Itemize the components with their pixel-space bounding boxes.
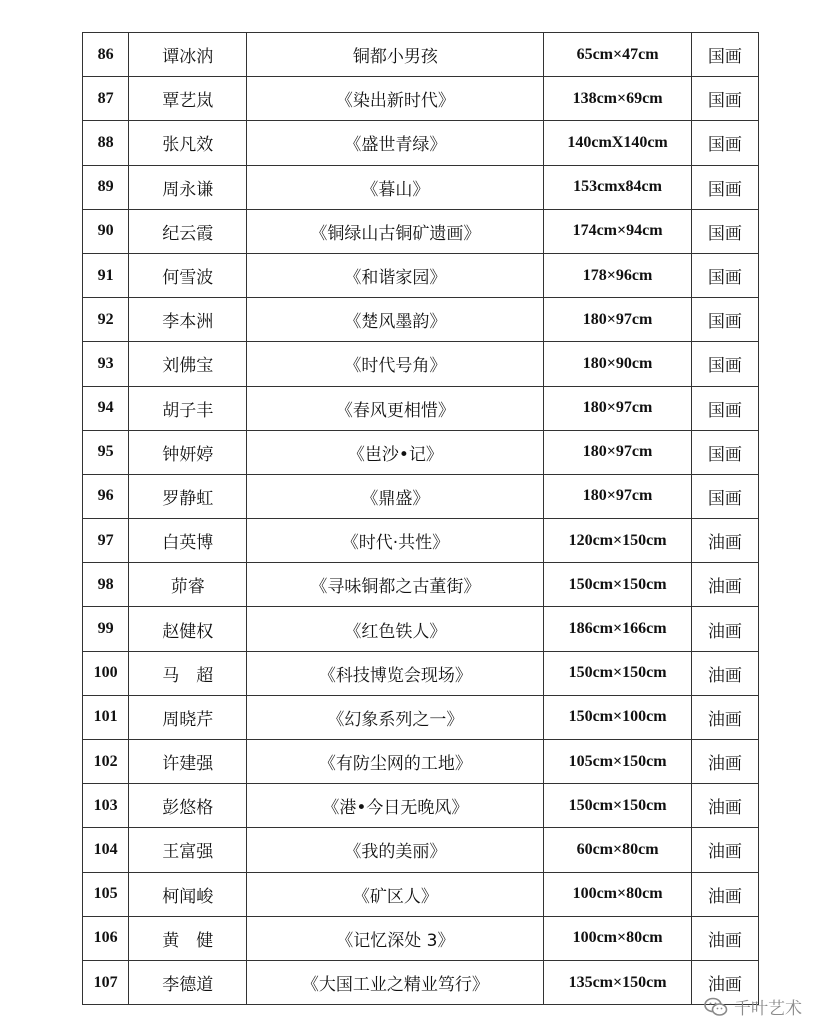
cell-category: 油画 [691, 784, 758, 828]
cell-dimensions: 150cm×150cm [544, 651, 691, 695]
cell-dimensions: 140cmX140cm [544, 121, 691, 165]
cell-artist-name: 张凡效 [129, 121, 247, 165]
cell-artwork-title: 《春风更相惜》 [247, 386, 544, 430]
artwork-list-table [82, 32, 759, 1005]
cell-number: 92 [83, 298, 129, 342]
cell-category: 油画 [691, 740, 758, 784]
cell-artist-name: 李本洲 [129, 298, 247, 342]
cell-artist-name: 许建强 [129, 740, 247, 784]
cell-category: 国画 [691, 342, 758, 386]
table-row [83, 298, 759, 342]
cell-category: 国画 [691, 253, 758, 297]
cell-category: 油画 [691, 695, 758, 739]
cell-dimensions: 180×90cm [544, 342, 691, 386]
table-row [83, 342, 759, 386]
cell-artwork-title: 《岜沙•记》 [247, 430, 544, 474]
cell-number: 99 [83, 607, 129, 651]
cell-category: 国画 [691, 77, 758, 121]
cell-number: 95 [83, 430, 129, 474]
cell-dimensions: 180×97cm [544, 298, 691, 342]
table-body [83, 33, 759, 1005]
cell-artwork-title: 《科技博览会现场》 [247, 651, 544, 695]
cell-artist-name: 谭冰汭 [129, 33, 247, 77]
cell-number: 102 [83, 740, 129, 784]
table-row [83, 872, 759, 916]
cell-artist-name: 王富强 [129, 828, 247, 872]
cell-artist-name: 覃艺岚 [129, 77, 247, 121]
cell-number: 107 [83, 960, 129, 1004]
cell-artist-name: 茆睿 [129, 563, 247, 607]
cell-number: 94 [83, 386, 129, 430]
cell-dimensions: 150cm×150cm [544, 563, 691, 607]
cell-category: 国画 [691, 165, 758, 209]
table-row [83, 563, 759, 607]
cell-number: 97 [83, 519, 129, 563]
cell-number: 101 [83, 695, 129, 739]
cell-artwork-title: 《记忆深处 3》 [247, 916, 544, 960]
cell-dimensions: 180×97cm [544, 430, 691, 474]
table-row [83, 430, 759, 474]
cell-dimensions: 180×97cm [544, 386, 691, 430]
cell-dimensions: 178×96cm [544, 253, 691, 297]
cell-dimensions: 150cm×100cm [544, 695, 691, 739]
table-row [83, 960, 759, 1004]
cell-artwork-title: 铜都小男孩 [247, 33, 544, 77]
cell-artist-name: 周晓芹 [129, 695, 247, 739]
cell-category: 国画 [691, 474, 758, 518]
cell-artist-name: 周永谦 [129, 165, 247, 209]
cell-number: 98 [83, 563, 129, 607]
cell-number: 90 [83, 209, 129, 253]
cell-artist-name: 赵健权 [129, 607, 247, 651]
cell-artist-name: 罗静虹 [129, 474, 247, 518]
table-row [83, 519, 759, 563]
cell-number: 89 [83, 165, 129, 209]
cell-artist-name: 李德道 [129, 960, 247, 1004]
cell-dimensions: 100cm×80cm [544, 872, 691, 916]
wechat-icon [704, 997, 728, 1017]
cell-artist-name: 马 超 [129, 651, 247, 695]
cell-artwork-title: 《我的美丽》 [247, 828, 544, 872]
cell-artwork-title: 《时代·共性》 [247, 519, 544, 563]
cell-category: 油画 [691, 828, 758, 872]
cell-dimensions: 150cm×150cm [544, 784, 691, 828]
table-row [83, 740, 759, 784]
cell-artwork-title: 《红色铁人》 [247, 607, 544, 651]
cell-artwork-title: 《铜绿山古铜矿遗画》 [247, 209, 544, 253]
cell-number: 86 [83, 33, 129, 77]
cell-artwork-title: 《和谐家园》 [247, 253, 544, 297]
cell-artwork-title: 《盛世青绿》 [247, 121, 544, 165]
cell-artwork-title: 《染出新时代》 [247, 77, 544, 121]
cell-artwork-title: 《大国工业之精业笃行》 [247, 960, 544, 1004]
cell-artist-name: 黄 健 [129, 916, 247, 960]
table-row [83, 33, 759, 77]
cell-dimensions: 65cm×47cm [544, 33, 691, 77]
cell-category: 国画 [691, 209, 758, 253]
cell-artwork-title: 《寻味铜都之古董街》 [247, 563, 544, 607]
cell-artwork-title: 《港•今日无晚风》 [247, 784, 544, 828]
table-row [83, 651, 759, 695]
table-row [83, 474, 759, 518]
cell-number: 106 [83, 916, 129, 960]
cell-dimensions: 174cm×94cm [544, 209, 691, 253]
cell-artist-name: 柯闻峻 [129, 872, 247, 916]
cell-category: 油画 [691, 563, 758, 607]
cell-artwork-title: 《幻象系列之一》 [247, 695, 544, 739]
cell-category: 国画 [691, 33, 758, 77]
cell-number: 88 [83, 121, 129, 165]
cell-artist-name: 彭悠格 [129, 784, 247, 828]
cell-category: 油画 [691, 916, 758, 960]
cell-artist-name: 白英博 [129, 519, 247, 563]
cell-artwork-title: 《有防尘网的工地》 [247, 740, 544, 784]
cell-dimensions: 100cm×80cm [544, 916, 691, 960]
cell-artwork-title: 《矿区人》 [247, 872, 544, 916]
cell-dimensions: 138cm×69cm [544, 77, 691, 121]
cell-dimensions: 105cm×150cm [544, 740, 691, 784]
cell-number: 87 [83, 77, 129, 121]
cell-category: 国画 [691, 121, 758, 165]
cell-number: 91 [83, 253, 129, 297]
cell-category: 油画 [691, 872, 758, 916]
table-row [83, 253, 759, 297]
cell-number: 96 [83, 474, 129, 518]
cell-number: 93 [83, 342, 129, 386]
table-row [83, 165, 759, 209]
cell-category: 油画 [691, 651, 758, 695]
cell-artwork-title: 《暮山》 [247, 165, 544, 209]
table-row [83, 607, 759, 651]
table-row [83, 121, 759, 165]
cell-dimensions: 153cmx84cm [544, 165, 691, 209]
cell-dimensions: 186cm×166cm [544, 607, 691, 651]
cell-dimensions: 120cm×150cm [544, 519, 691, 563]
cell-number: 100 [83, 651, 129, 695]
cell-dimensions: 60cm×80cm [544, 828, 691, 872]
cell-number: 105 [83, 872, 129, 916]
table-row [83, 784, 759, 828]
table-row [83, 828, 759, 872]
cell-artist-name: 纪云霞 [129, 209, 247, 253]
cell-artist-name: 刘佛宝 [129, 342, 247, 386]
cell-number: 104 [83, 828, 129, 872]
watermark [704, 994, 802, 1019]
table-row [83, 209, 759, 253]
cell-category: 国画 [691, 386, 758, 430]
table-row [83, 386, 759, 430]
table-row [83, 695, 759, 739]
cell-artist-name: 胡子丰 [129, 386, 247, 430]
table-row [83, 916, 759, 960]
cell-artwork-title: 《楚风墨韵》 [247, 298, 544, 342]
cell-category: 油画 [691, 519, 758, 563]
cell-category: 国画 [691, 430, 758, 474]
cell-dimensions: 135cm×150cm [544, 960, 691, 1004]
cell-artist-name: 何雪波 [129, 253, 247, 297]
cell-dimensions: 180×97cm [544, 474, 691, 518]
cell-category: 油画 [691, 960, 758, 1004]
cell-artwork-title: 《时代号角》 [247, 342, 544, 386]
watermark-text: 千叶艺术 [734, 999, 802, 1019]
cell-number: 103 [83, 784, 129, 828]
cell-artist-name: 钟妍婷 [129, 430, 247, 474]
cell-artwork-title: 《鼎盛》 [247, 474, 544, 518]
cell-category: 国画 [691, 298, 758, 342]
table-row [83, 77, 759, 121]
cell-category: 油画 [691, 607, 758, 651]
